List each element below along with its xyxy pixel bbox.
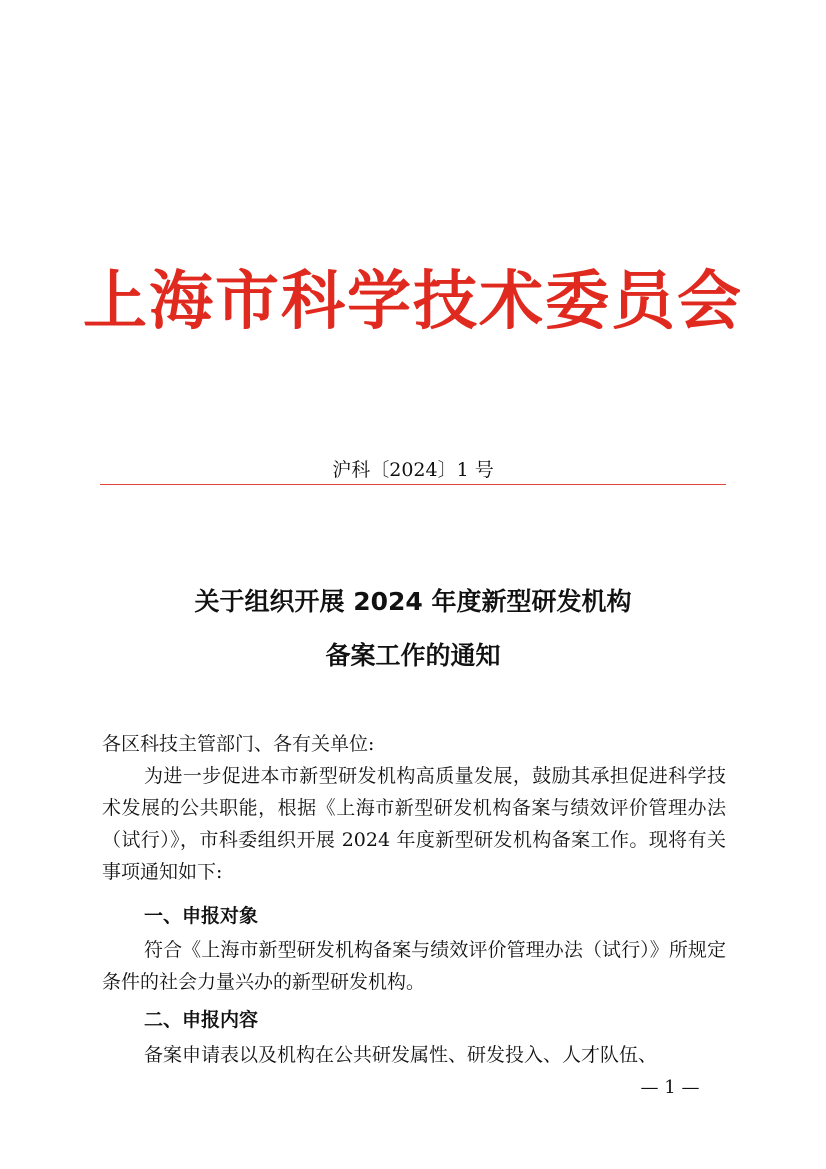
page-number: — 1 — bbox=[640, 1077, 700, 1098]
section-heading-applicants: 一、申报对象 bbox=[144, 905, 259, 927]
salutation: 各区科技主管部门、各有关单位: bbox=[102, 733, 375, 755]
notice-title-line-2: 备案工作的通知 bbox=[325, 641, 501, 670]
section-text-applicants: 符合《上海市新型研发机构备案与绩效评价管理办法（试行）》所规定条件的社会力量兴办的新型研发机构。 bbox=[102, 939, 726, 993]
header-divider-line bbox=[100, 484, 726, 485]
notice-title-line-1: 关于组织开展 2024 年度新型研发机构 bbox=[194, 587, 632, 616]
document-number: 沪科〔2024〕1 号 bbox=[332, 459, 494, 481]
section-heading-contents: 二、申报内容 bbox=[144, 1009, 259, 1031]
section-text-contents: 备案申请表以及机构在公共研发属性、研发投入、人才队伍、 bbox=[144, 1044, 658, 1066]
intro-paragraph: 为进一步促进本市新型研发机构高质量发展，鼓励其承担促进科学技术发展的公共职能，根据《上海市新型研发机构备案与绩效评价管理办法（试行）》，市科委组织开展 2024 年度新型研发机构备案工作。现将有关事项通知如下: bbox=[102, 765, 726, 883]
issuing-organization-title: 上海市科学技术委员会 bbox=[83, 264, 743, 339]
